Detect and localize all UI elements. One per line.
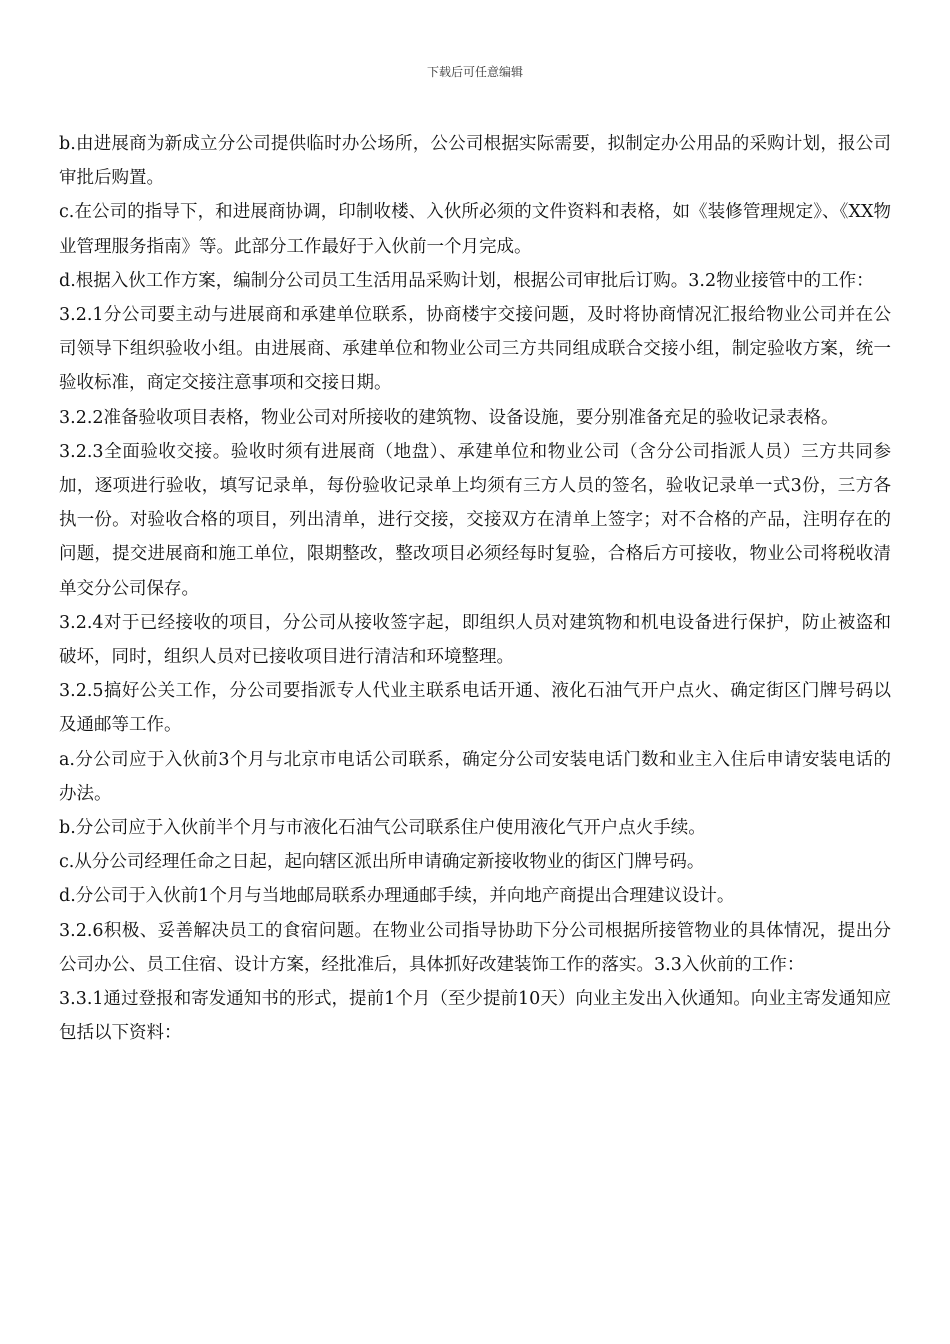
paragraph-b-office: b.由进展商为新成立分公司提供临时办公场所，公公司根据实际需要，拟制定办公用品的采购计划，报公司审批后购置。 bbox=[59, 134, 891, 189]
paragraph-d-purchase: d.根据入伙工作方案，编制分公司员工生活用品采购计划，根据公司审批后订购。3.2物业接管中的工作： bbox=[59, 270, 874, 291]
paragraph-3-2-6: 3.2.6积极、妥善解决员工的食宿问题。在物业公司指导协助下分公司根据所接管物业的具体情况，提出分公司办公、员工住宿、设计方案，经批准后，具体抓好改建装饰工作的落实。3.3入伙前的工作： bbox=[59, 920, 891, 975]
document-body bbox=[59, 127, 891, 1050]
paragraph-3-2-1: 3.2.1分公司要主动与进展商和承建单位联系，协商楼宇交接问题，及时将协商情况汇报给物业公司并在公司领导下组织验收小组。由进展商、承建单位和物业公司三方共同组成联合交接小组，制定验收方案，统一验收标准，商定交接注意事项和交接日期。 bbox=[59, 305, 891, 394]
paragraph-3-2-4: 3.2.4对于已经接收的项目，分公司从接收签字起，即组织人员对建筑物和机电设备进行保护，防止被盗和破坏，同时，组织人员对已接收项目进行清洁和环境整理。 bbox=[59, 612, 891, 668]
paragraph-3-2-5: 3.2.5搞好公关工作，分公司要指派专人代业主联系电话开通、液化石油气开户点火、确定街区门牌号码以及通邮等工作。 bbox=[59, 681, 891, 736]
paragraph-a-telephone: a.分公司应于入伙前3个月与北京市电话公司联系，确定分公司安装电话门数和业主入住后申请安装电话的办法。 bbox=[59, 749, 891, 804]
paragraph-b-gas: b.分公司应于入伙前半个月与市液化石油气公司联系住户使用液化气开户点火手续。 bbox=[59, 818, 706, 839]
paragraph-3-2-2: 3.2.2准备验收项目表格，物业公司对所接收的建筑物、设备设施，要分别准备充足的验收记录表格。 bbox=[59, 407, 839, 428]
paragraph-3-3-1: 3.3.1通过登报和寄发通知书的形式，提前1个月（至少提前10天）向业主发出入伙通知。向业主寄发通知应包括以下资料： bbox=[59, 989, 891, 1044]
paragraph-d-postal: d.分公司于入伙前1个月与当地邮局联系办理通邮手续，并向地产商提出合理建议设计。 bbox=[59, 886, 735, 907]
paragraph-c-printing: c.在公司的指导下，和进展商协调，印制收楼、入伙所必须的文件资料和表格，如《装修管理规定》、《XX物业管理服务指南》等。此部分工作最好于入伙前一个月完成。 bbox=[59, 202, 891, 257]
paragraph-3-2-3: 3.2.3全面验收交接。验收时须有进展商（地盘）、承建单位和物业公司（含分公司指派人员）三方共同参加，逐项进行验收，填写记录单，每份验收记录单上均须有三方人员的签名，验收记录单一式3份，三方各执一份。对验收合格的项目，列出清单，进行交接，交接双方在清单上签字；对不合格的产品，注明存在的问题，提交进展商和施工单位，限期整改，整改项目必须经每时复验，合格后方可接收，物业公司将税收清单交分公司保存。 bbox=[59, 441, 891, 599]
page-header: 下载后可任意编辑 bbox=[426, 65, 523, 79]
paragraph-c-house-number: c.从分公司经理任命之日起，起向辖区派出所申请确定新接收物业的街区门牌号码。 bbox=[59, 852, 705, 873]
